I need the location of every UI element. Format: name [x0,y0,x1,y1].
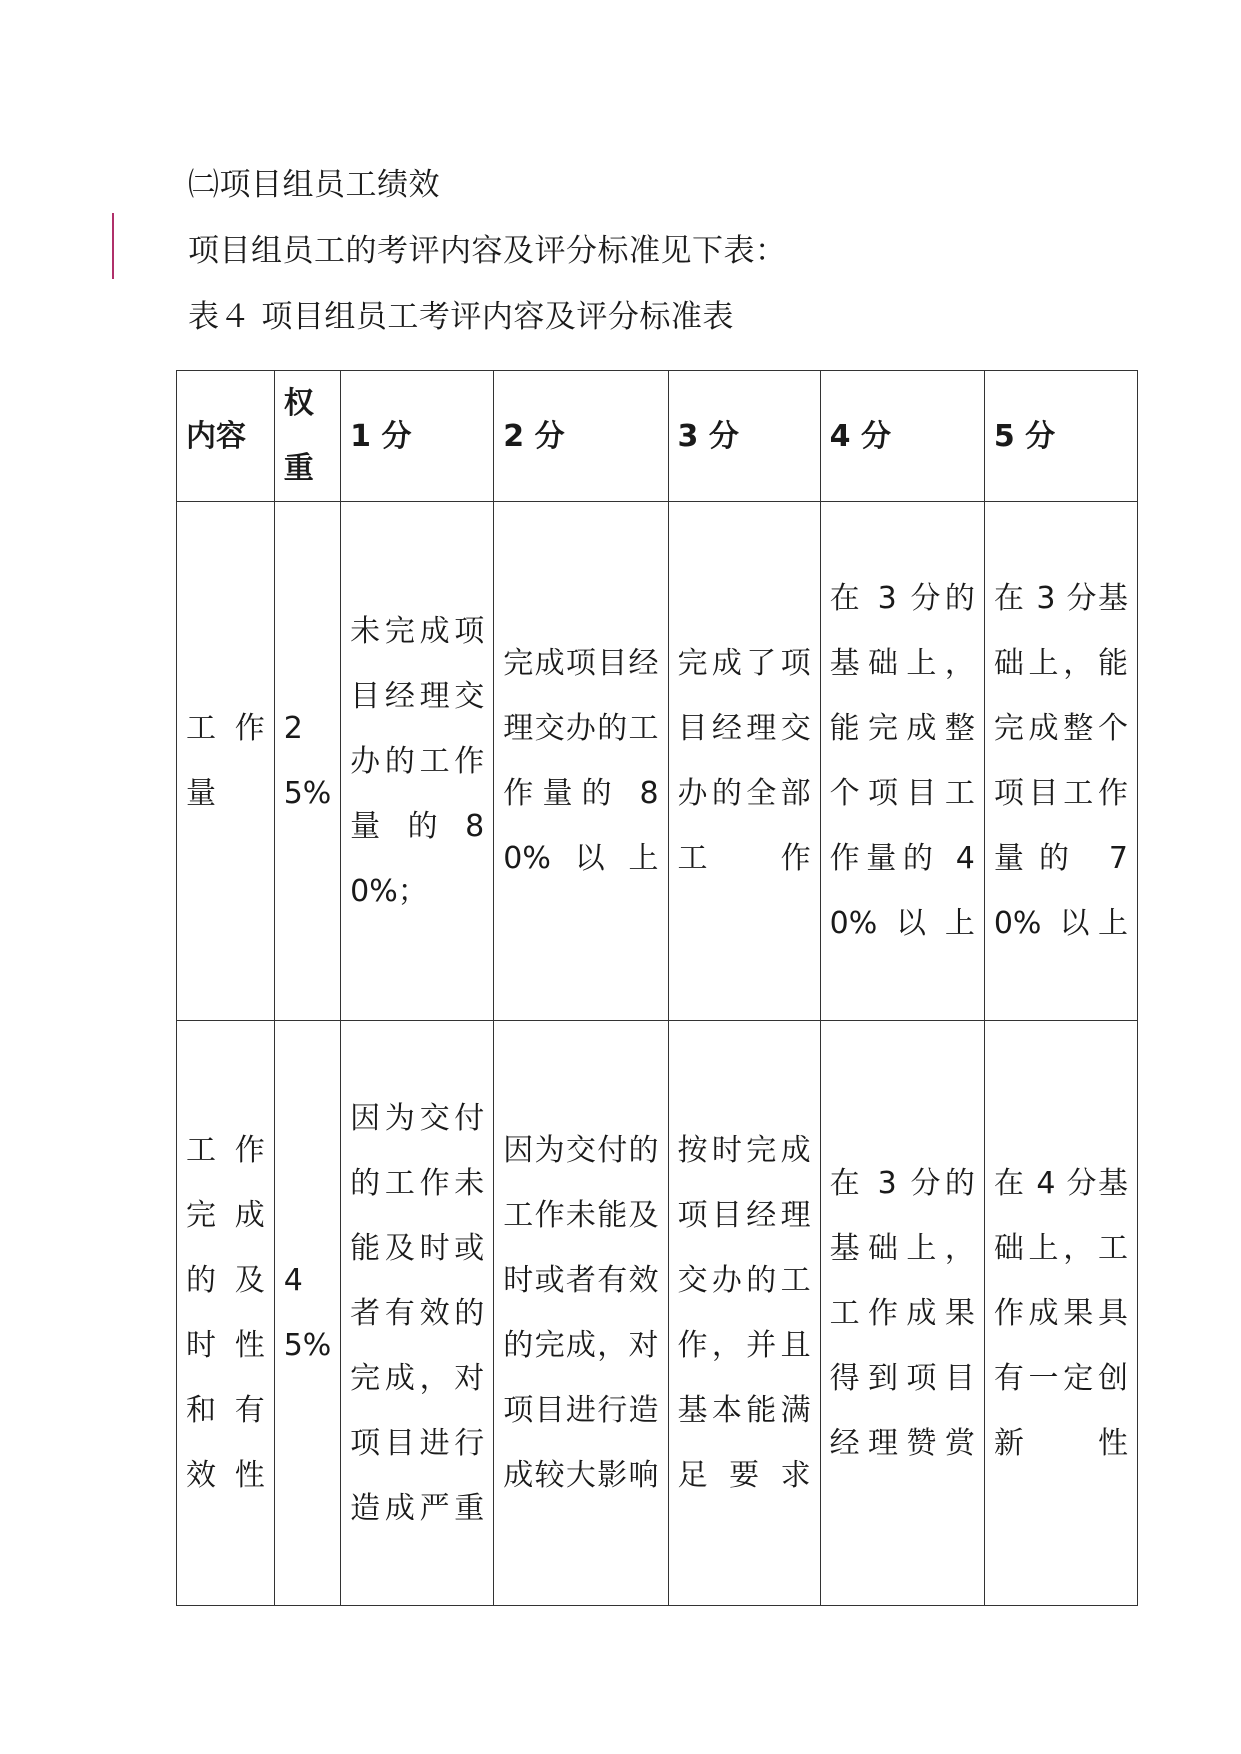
header-content: 内容 [177,371,275,502]
cell-score-5: 在 4 分基础上，工作成果具有一定创新性 [984,1021,1137,1606]
margin-change-bar [112,213,114,279]
header-score-3: 3 分 [668,371,820,502]
table-row [177,1021,1138,1606]
cell-content: 工作完成的及时性和有效性 [177,1021,275,1606]
evaluation-table [176,370,1138,1606]
section-title: ㈡项目组员工绩效 [188,167,440,203]
table-row [177,502,1138,1021]
cell-score-2: 完成项目经理交办的工作量的 80%以上 [494,502,668,1021]
header-score-4: 4 分 [820,371,984,502]
table-header-row [177,371,1138,502]
cell-score-4: 在 3 分的基础上，能完成整个项目工作量的 40%以上 [820,502,984,1021]
cell-score-3: 完成了项目经理交办的全部工作 [668,502,820,1021]
table-caption: 表４ 项目组员工考评内容及评分标准表 [188,299,734,335]
cell-weight: 45% [274,1021,340,1606]
cell-score-4: 在 3 分的基础上，工作成果得到项目经理赞赏 [820,1021,984,1606]
header-score-1: 1 分 [341,371,494,502]
cell-weight: 25% [274,502,340,1021]
cell-score-2: 因为交付的工作未能及时或者有效的完成，对项目进行造成较大影响 [494,1021,668,1606]
header-score-5: 5 分 [984,371,1137,502]
intro-text: 项目组员工的考评内容及评分标准见下表： [188,233,787,269]
header-weight: 权重 [274,371,340,502]
cell-score-1: 未完成项目经理交办的工作量的80%； [341,502,494,1021]
cell-content: 工作量 [177,502,275,1021]
cell-score-5: 在 3 分基础上，能完成整个项目工作量的 70% 以上 [984,502,1137,1021]
cell-score-1: 因为交付的工作未能及时或者有效的完成，对项目进行造成严重 [341,1021,494,1606]
cell-score-3: 按时完成项目经理交办的工作，并且基本能满足要求 [668,1021,820,1606]
header-score-2: 2 分 [494,371,668,502]
